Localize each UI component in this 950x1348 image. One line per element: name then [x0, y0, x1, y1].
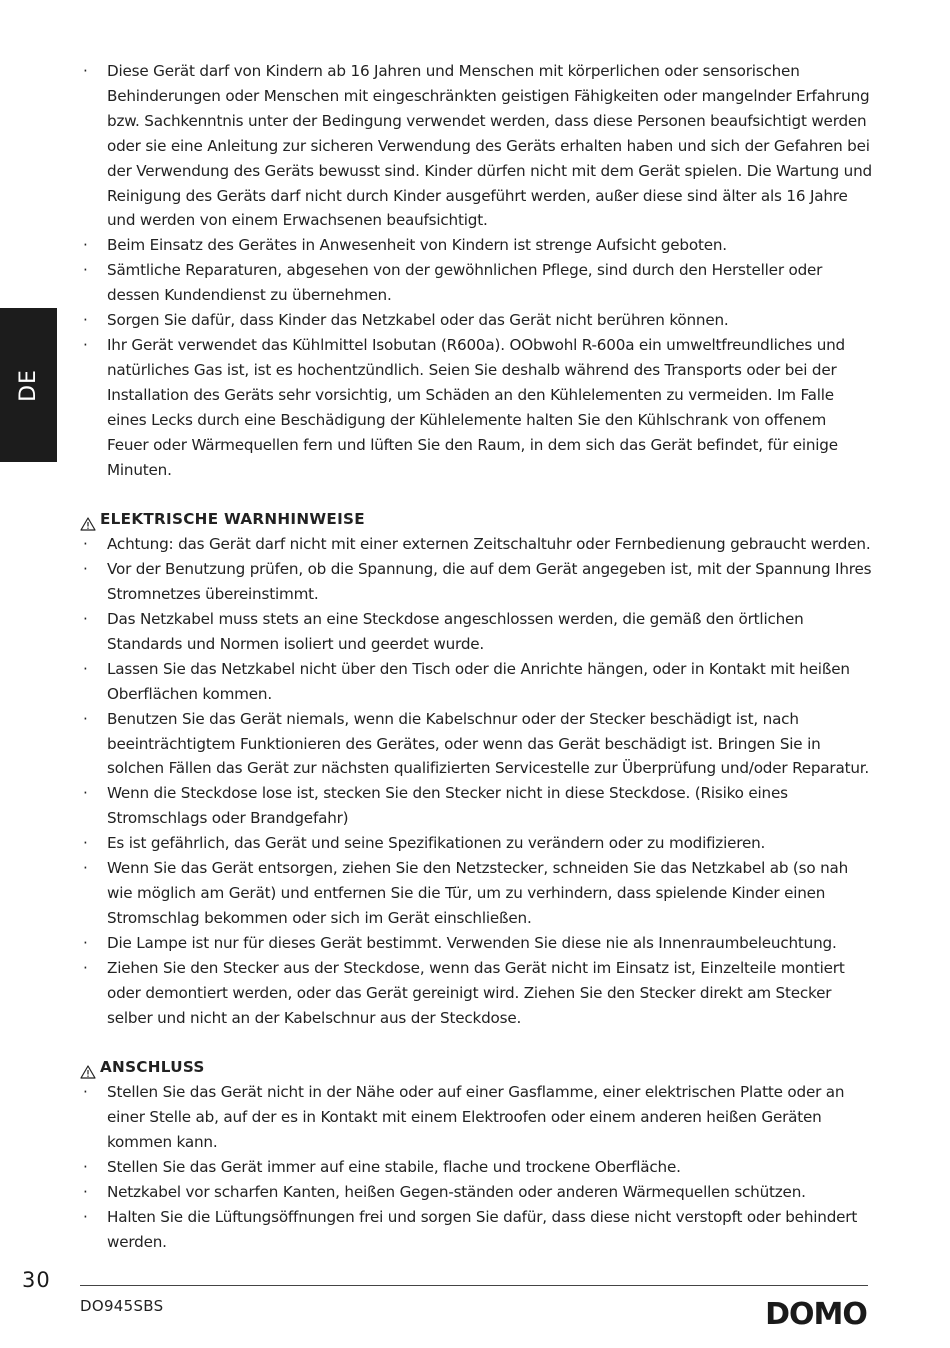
- list-item: · Ihr Gerät verwendet das Kühlmittel Isobutan (R600a). OObwohl R-600a ein umweltfreundliches und natürliches Gas ist, ist es hochentzündlich. Seien Sie deshalb während des Transports oder bei der Installation des Geräts sehr vorsichtig, um Schäden an den Kühlelementen zu vermeiden. Im Falle eines Lecks durch eine Beschädigung der Kühlelemente halten Sie den Kühlschrank von offenem Feuer oder Wärmequellen fern und lüften Sie den Raum, in dem sich das Gerät befindet, für einige Minuten.: [80, 333, 872, 482]
- list-item: · Ziehen Sie den Stecker aus der Steckdose, wenn das Gerät nicht im Einsatz ist, Einzelteile montiert oder demontiert werden, oder das Gerät gereinigt wird. Ziehen Sie den Stecker direkt am Stecker selber und nicht an der Kabelschnur aus der Steckdose.: [80, 956, 872, 1031]
- domo-logo: [762, 1297, 870, 1329]
- warning-triangle-icon: [80, 514, 96, 528]
- list-item: · Sorgen Sie dafür, dass Kinder das Netzkabel oder das Gerät nicht berühren können.: [80, 308, 872, 333]
- list-item: · Stellen Sie das Gerät nicht in der Nähe oder auf einer Gasflamme, einer elektrischen Platte oder an einer Stelle ab, auf der es in Kontakt mit einem Elektroofen oder einem anderen heißen Geräten kommen kann.: [80, 1080, 872, 1155]
- list-item: · Lassen Sie das Netzkabel nicht über den Tisch oder die Anrichte hängen, oder in Kontakt mit heißen Oberflächen kommen.: [80, 657, 872, 707]
- list-item: · Halten Sie die Lüftungsöffnungen frei und sorgen Sie dafür, dass diese nicht verstopft oder behindert werden.: [80, 1205, 872, 1255]
- list-item: · Wenn die Steckdose lose ist, stecken Sie den Stecker nicht in diese Steckdose. (Risiko eines Stromschlags oder Brandgefahr): [80, 781, 872, 831]
- list-item: · Benutzen Sie das Gerät niemals, wenn die Kabelschnur oder der Stecker beschädigt ist, nach beeinträchtigtem Funktionieren des Gerätes, oder wenn das Gerät beschädigt ist. Bringen Sie in solchen Fällen das Gerät zur nächsten qualifizierten Servicestelle zur Überprüfung und/oder Reparatur.: [80, 707, 872, 782]
- electrical-warnings-heading: [80, 507, 872, 532]
- connection-heading: [80, 1055, 872, 1080]
- list-item: · Sämtliche Reparaturen, abgesehen von der gewöhnlichen Pflege, sind durch den Hersteller oder dessen Kundendienst zu übernehmen.: [80, 258, 872, 308]
- list-item: · Stellen Sie das Gerät immer auf eine stabile, flache und trockene Oberfläche.: [80, 1155, 872, 1180]
- list-item: · Beim Einsatz des Gerätes in Anwesenheit von Kindern ist strenge Aufsicht geboten.: [80, 233, 872, 258]
- language-tab: [0, 308, 57, 462]
- list-item: · Vor der Benutzung prüfen, ob die Spannung, die auf dem Gerät angegeben ist, mit der Spannung Ihres Stromnetzes übereinstimmt.: [80, 557, 872, 607]
- list-item: · Es ist gefährlich, das Gerät und seine Spezifikationen zu verändern oder zu modifizieren.: [80, 831, 872, 856]
- list-item: · Das Netzkabel muss stets an eine Steckdose angeschlossen werden, die gemäß den örtlichen Standards und Normen isoliert und geerdet wurde.: [80, 607, 872, 657]
- intro-list: [80, 59, 872, 482]
- connection-list: [80, 1080, 872, 1254]
- list-item: · Die Lampe ist nur für dieses Gerät bestimmt. Verwenden Sie diese nie als Innenraumbeleuchtung.: [80, 931, 872, 956]
- brand-logo-text: DOMO: [765, 1297, 867, 1329]
- connection-title: ANSCHLUSS: [100, 1058, 205, 1077]
- footer-divider: [80, 1285, 868, 1286]
- warning-triangle-icon: [80, 1062, 96, 1076]
- list-item: · Netzkabel vor scharfen Kanten, heißen Gegen-ständen oder anderen Wärmequellen schützen.: [80, 1180, 872, 1205]
- language-tab-label: DE: [16, 368, 41, 402]
- list-item: · Wenn Sie das Gerät entsorgen, ziehen Sie den Netzstecker, schneiden Sie das Netzkabel ab (so nah wie möglich am Gerät) und entfernen Sie die Tür, um zu verhindern, dass spielende Kinder einen Stromschlag bekommen oder sich im Gerät einschließen.: [80, 856, 872, 931]
- electrical-warnings-title: ELEKTRISCHE WARNHINWEISE: [100, 510, 365, 529]
- page-number: 30: [22, 1268, 51, 1292]
- list-item: · Diese Gerät darf von Kindern ab 16 Jahren und Menschen mit körperlichen oder sensorischen Behinderungen oder Menschen mit eingeschränkten geistigen Fähigkeiten oder mangelnder Erfahrung bzw. Sachkenntnis unter der Bedingung verwendet werden, dass diese Personen beaufsichtigt werden oder sie eine Anleitung zur sicheren Verwendung des Geräts erhalten haben und sich der Gefahren bei der Verwendung des Geräts bewusst sind. Kinder dürfen nicht mit dem Gerät spielen. Die Wartung und Reinigung des Geräts darf nicht durch Kinder ausgeführt werden, außer diese sind älter als 16 Jahre und werden von einem Erwachsenen beaufsichtigt.: [80, 59, 872, 233]
- list-item: · Achtung: das Gerät darf nicht mit einer externen Zeitschaltuhr oder Fernbedienung gebraucht werden.: [80, 532, 872, 557]
- page-content: [80, 59, 872, 1255]
- electrical-warnings-list: [80, 532, 872, 1030]
- model-number: DO945SBS: [80, 1297, 164, 1315]
